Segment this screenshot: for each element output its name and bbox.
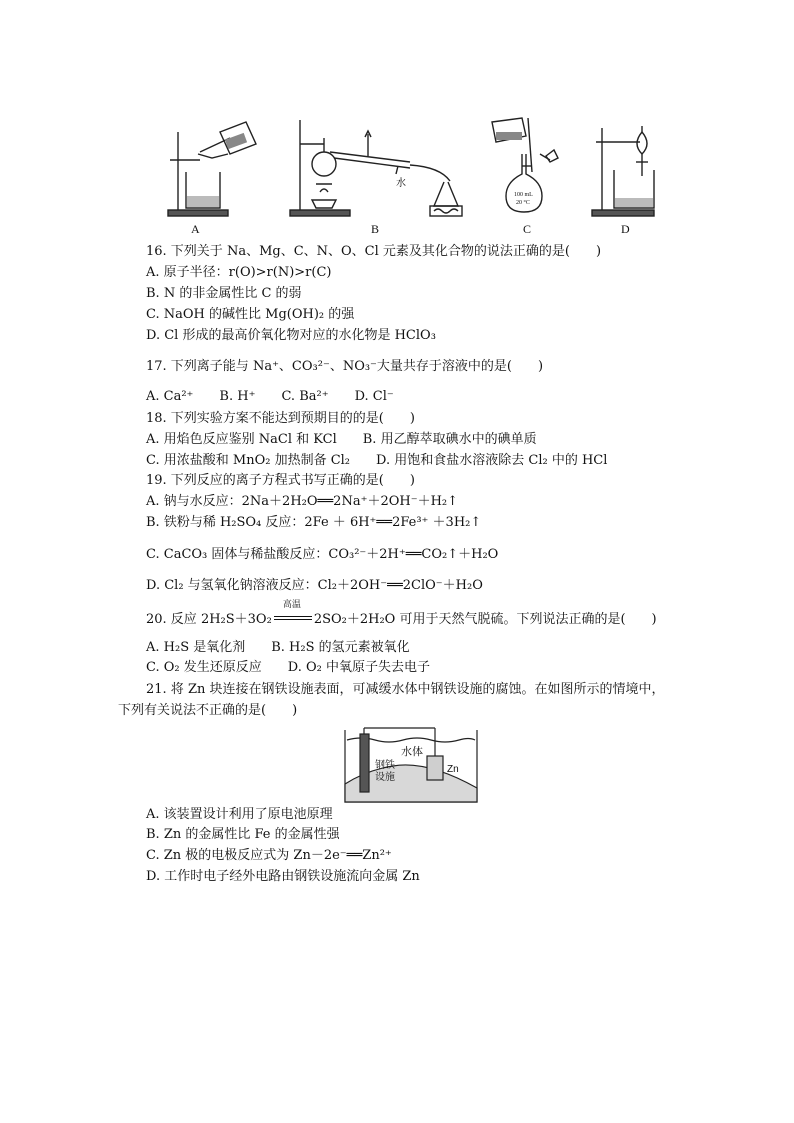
q21-option-a: A. 该装置设计利用了原电池原理 — [146, 807, 333, 822]
q21-option-b: B. Zn 的金属性比 Fe 的金属性强 — [146, 827, 340, 842]
q16-option-b: B. N 的非金属性比 C 的弱 — [146, 286, 302, 301]
flask-volume-label: 100 mL — [514, 192, 533, 198]
apparatus-figure — [160, 112, 660, 224]
apparatus-a — [168, 122, 256, 216]
q16-option-c: C. NaOH 的碱性比 Mg(OH)₂ 的强 — [146, 307, 355, 322]
apparatus-label-d: D — [621, 222, 630, 236]
q19-option-b: B. 铁粉与稀 H₂SO₄ 反应：2Fe ＋ 6H⁺══2Fe³⁺ ＋3H₂↑ — [146, 515, 482, 530]
water-label: 水 — [396, 178, 406, 189]
q21-option-d: D. 工作时电子经外电路由钢铁设施流向金属 Zn — [146, 869, 420, 884]
steel-label-1: 钢铁 — [375, 760, 395, 771]
apparatus-label-c: C — [523, 222, 532, 236]
question-18-stem: 18. 下列实验方案不能达到预期目的的是( ) — [146, 411, 415, 426]
question-17-stem: 17. 下列离子能与 Na⁺、CO₃²⁻、NO₃⁻大量共存于溶液中的是( ) — [146, 359, 544, 374]
steel-label-2: 设施 — [375, 772, 395, 783]
q18-options-row-1: A. 用焰色反应鉴别 NaCl 和 KCl B. 用乙醇萃取碘水中的碘单质 — [146, 432, 537, 447]
q20-condition: 高温 — [282, 600, 301, 610]
q19-option-c: C. CaCO₃ 固体与稀盐酸反应：CO₃²⁻＋2H⁺══CO₂↑＋H₂O — [146, 547, 499, 562]
corrosion-figure — [343, 726, 479, 804]
q16-option-a: A. 原子半径：r(O)>r(N)>r(C) — [146, 265, 332, 280]
flask-temp-label: 20 °C — [516, 200, 530, 206]
question-19-stem: 19. 下列反应的离子方程式书写正确的是( ) — [146, 473, 415, 488]
q19-option-d: D. Cl₂ 与氢氧化钠溶液反应：Cl₂＋2OH⁻══2ClO⁻＋H₂O — [146, 578, 483, 593]
zn-label: Zn — [447, 764, 459, 775]
q20-stem-pre: 20. 反应 2H₂S＋3O₂ — [146, 612, 272, 627]
apparatus-label-a: A — [191, 222, 200, 236]
question-21-stem-line-1: 21. 将 Zn 块连接在钢铁设施表面，可减缓水体中钢铁设施的腐蚀。在如图所示的情境中， — [146, 682, 665, 697]
q19-option-a: A. 钠与水反应：2Na＋2H₂O══2Na⁺＋2OH⁻＋H₂↑ — [146, 494, 459, 509]
q20-options-row-2: C. O₂ 发生还原反应 D. O₂ 中氧原子失去电子 — [146, 660, 430, 675]
q20-stem-post: 2SO₂＋2H₂O 可用于天然气脱硫。下列说法正确的是( ) — [313, 612, 657, 627]
q18-options-row-2: C. 用浓盐酸和 MnO₂ 加热制备 Cl₂ D. 用饱和食盐水溶液除去 Cl₂ 中的 HCl — [146, 453, 608, 468]
q20-options-row-1: A. H₂S 是氧化剂 B. H₂S 的氢元素被氧化 — [146, 640, 410, 655]
question-16-stem: 16. 下列关于 Na、Mg、C、N、O、Cl 元素及其化合物的说法正确的是( ) — [146, 244, 602, 259]
water-body-label: 水体 — [401, 745, 423, 758]
question-20-stem — [146, 600, 657, 629]
q21-option-c: C. Zn 极的电极反应式为 Zn－2e⁻══Zn²⁺ — [146, 848, 392, 863]
apparatus-b — [290, 120, 462, 216]
q17-options: A. Ca²⁺ B. H⁺ C. Ba²⁺ D. Cl⁻ — [146, 389, 394, 404]
apparatus-label-b: B — [371, 222, 380, 236]
q20-condition-arrow — [272, 600, 314, 625]
q16-option-d: D. Cl 形成的最高价氧化物对应的水化物是 HClO₃ — [146, 328, 436, 343]
apparatus-d — [592, 126, 654, 216]
question-21-stem-line-2: 下列有关说法不正确的是( ) — [118, 703, 298, 718]
